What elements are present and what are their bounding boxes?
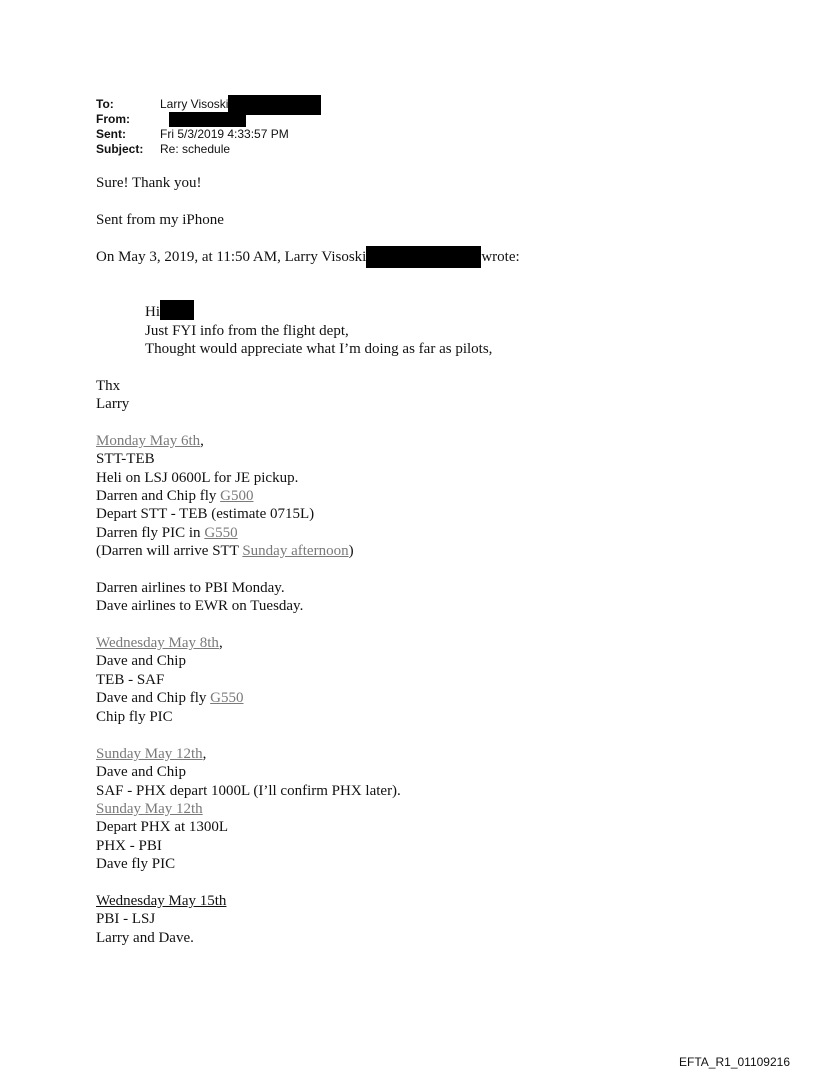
to-label: To:	[96, 97, 114, 111]
reply-text: Sure! Thank you!	[96, 175, 202, 191]
date-link[interactable]: Monday May 6th	[96, 433, 201, 449]
to-name: Larry Visoski	[160, 97, 229, 111]
schedule-line: Dave airlines to EWR on Tuesday.	[96, 598, 304, 614]
schedule-line: Larry and Dave.	[96, 930, 194, 946]
date-link[interactable]: Sunday afternoon	[242, 543, 349, 559]
line-text: (Darren will arrive STT	[96, 543, 243, 559]
sent-label: Sent:	[96, 127, 126, 141]
date-suffix: ,	[218, 635, 223, 651]
line-text: Dave and Chip fly	[96, 690, 211, 706]
schedule-line	[96, 542, 354, 560]
wednesday-15-heading	[96, 892, 226, 910]
date-suffix: ,	[200, 433, 204, 449]
wednesday-heading	[96, 634, 223, 652]
schedule-line	[96, 689, 243, 707]
aircraft-link[interactable]: G550	[204, 525, 238, 541]
date-text: Wednesday May 15th	[96, 893, 227, 909]
greeting-text: Hi	[145, 304, 160, 320]
signature-text: Sent from my iPhone	[96, 212, 224, 228]
document-id: EFTA_R1_01109216	[679, 1055, 790, 1069]
schedule-line: Dave and Chip	[96, 764, 186, 780]
aircraft-link[interactable]: G550	[210, 690, 244, 706]
schedule-line: Dave and Chip	[96, 653, 186, 669]
sunday-heading	[96, 745, 206, 763]
greeting	[145, 303, 194, 321]
schedule-line: Dave fly PIC	[96, 856, 176, 872]
line-text: )	[348, 543, 354, 559]
fyi-line: Just FYI info from the flight dept,	[145, 323, 349, 339]
aircraft-link[interactable]: G500	[220, 488, 254, 504]
schedule-line: SAF - PHX depart 1000L (I’ll confirm PHX later).	[96, 783, 401, 799]
thx-line: Thx	[96, 378, 121, 394]
schedule-line: Heli on LSJ 0600L for JE pickup.	[96, 470, 299, 486]
thought-line: Thought would appreciate what I’m doing as far as pilots,	[145, 341, 493, 357]
schedule-line	[96, 524, 238, 542]
monday-heading	[96, 432, 204, 450]
schedule-line: Darren airlines to PBI Monday.	[96, 580, 285, 596]
sunday-heading-2	[96, 800, 203, 818]
quote-prefix: On May 3, 2019, at 11:50 AM, Larry Visoski	[96, 249, 367, 265]
schedule-line: TEB - SAF	[96, 672, 165, 688]
from-label: From:	[96, 112, 130, 126]
date-link[interactable]: Sunday May 12th	[96, 801, 203, 817]
schedule-line: STT-TEB	[96, 451, 155, 467]
schedule-line: PHX - PBI	[96, 838, 162, 854]
line-text: Darren fly PIC in	[96, 525, 205, 541]
schedule-line: Depart PHX at 1300L	[96, 819, 229, 835]
line-text: Darren and Chip fly	[96, 488, 221, 504]
quote-attribution	[96, 248, 520, 268]
quote-suffix: wrote:	[481, 249, 520, 265]
schedule-line: Chip fly PIC	[96, 709, 173, 725]
subject-label: Subject:	[96, 142, 144, 156]
redaction-box	[160, 300, 194, 320]
sent-value: Fri 5/3/2019 4:33:57 PM	[160, 127, 289, 141]
schedule-line	[96, 487, 253, 505]
schedule-line: Depart STT - TEB (estimate 0715L)	[96, 506, 315, 522]
date-suffix: ,	[202, 746, 207, 762]
sign-name: Larry	[96, 396, 130, 412]
date-link[interactable]: Wednesday May 8th	[96, 635, 219, 651]
date-link[interactable]: Sunday May 12th	[96, 746, 203, 762]
subject-value: Re: schedule	[160, 142, 231, 156]
redaction-box	[169, 112, 246, 127]
redaction-box	[366, 246, 481, 268]
schedule-line: PBI - LSJ	[96, 911, 156, 927]
from-value	[169, 112, 246, 127]
